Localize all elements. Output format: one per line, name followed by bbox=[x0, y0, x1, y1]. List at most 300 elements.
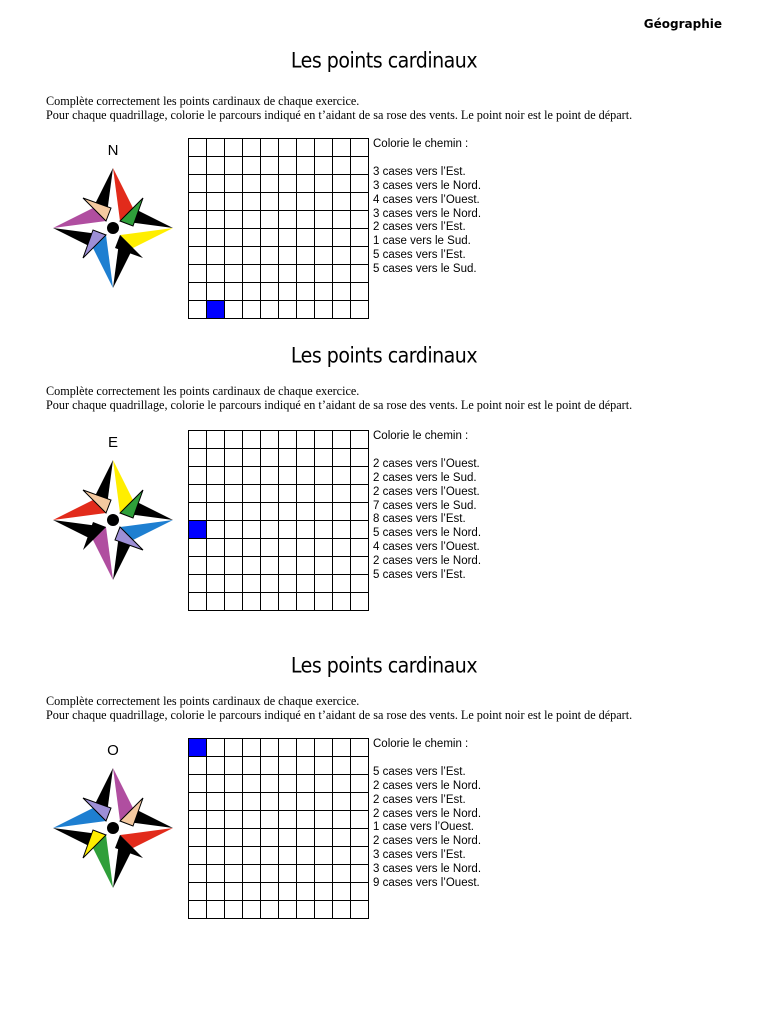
grid-cell[interactable] bbox=[333, 883, 351, 901]
grid-cell[interactable] bbox=[279, 739, 297, 757]
grid-cell[interactable] bbox=[243, 265, 261, 283]
grid-cell[interactable] bbox=[243, 211, 261, 229]
grid-cell[interactable] bbox=[261, 539, 279, 557]
grid-cell[interactable] bbox=[297, 883, 315, 901]
grid-cell[interactable] bbox=[261, 467, 279, 485]
grid-cell[interactable] bbox=[351, 157, 369, 175]
grid-cell[interactable] bbox=[279, 847, 297, 865]
grid-cell[interactable] bbox=[225, 157, 243, 175]
grid-cell[interactable] bbox=[225, 757, 243, 775]
grid-cell[interactable] bbox=[297, 593, 315, 611]
grid-cell[interactable] bbox=[225, 557, 243, 575]
grid-cell[interactable] bbox=[207, 775, 225, 793]
grid-cell[interactable] bbox=[351, 575, 369, 593]
grid-cell[interactable] bbox=[207, 793, 225, 811]
grid-cell[interactable] bbox=[261, 829, 279, 847]
grid-cell[interactable] bbox=[261, 301, 279, 319]
grid-cell[interactable] bbox=[315, 883, 333, 901]
grid-cell[interactable] bbox=[351, 211, 369, 229]
grid-cell[interactable] bbox=[351, 301, 369, 319]
grid-cell[interactable] bbox=[207, 829, 225, 847]
grid-cell[interactable] bbox=[261, 811, 279, 829]
grid-cell[interactable] bbox=[261, 757, 279, 775]
grid-cell[interactable] bbox=[243, 301, 261, 319]
grid-cell[interactable] bbox=[333, 157, 351, 175]
grid-cell[interactable] bbox=[297, 301, 315, 319]
start-cell[interactable] bbox=[189, 521, 207, 539]
grid-cell[interactable] bbox=[189, 539, 207, 557]
grid-cell[interactable] bbox=[189, 901, 207, 919]
grid-cell[interactable] bbox=[315, 575, 333, 593]
grid-cell[interactable] bbox=[351, 431, 369, 449]
grid-cell[interactable] bbox=[189, 829, 207, 847]
grid-cell[interactable] bbox=[225, 865, 243, 883]
grid-cell[interactable] bbox=[333, 301, 351, 319]
grid-cell[interactable] bbox=[333, 757, 351, 775]
grid-cell[interactable] bbox=[261, 575, 279, 593]
grid-cell[interactable] bbox=[351, 775, 369, 793]
grid-cell[interactable] bbox=[243, 883, 261, 901]
grid-cell[interactable] bbox=[207, 193, 225, 211]
grid-cell[interactable] bbox=[315, 521, 333, 539]
grid-cell[interactable] bbox=[351, 883, 369, 901]
grid-cell[interactable] bbox=[261, 847, 279, 865]
grid-cell[interactable] bbox=[261, 449, 279, 467]
grid-cell[interactable] bbox=[243, 865, 261, 883]
grid-cell[interactable] bbox=[333, 431, 351, 449]
grid-cell[interactable] bbox=[297, 829, 315, 847]
grid-cell[interactable] bbox=[225, 431, 243, 449]
grid-cell[interactable] bbox=[225, 739, 243, 757]
grid-cell[interactable] bbox=[207, 449, 225, 467]
grid-cell[interactable] bbox=[315, 775, 333, 793]
grid-cell[interactable] bbox=[261, 865, 279, 883]
grid-cell[interactable] bbox=[243, 811, 261, 829]
grid-cell[interactable] bbox=[315, 847, 333, 865]
grid-cell[interactable] bbox=[243, 431, 261, 449]
grid-cell[interactable] bbox=[279, 211, 297, 229]
grid-cell[interactable] bbox=[351, 247, 369, 265]
grid-cell[interactable] bbox=[351, 265, 369, 283]
grid-cell[interactable] bbox=[207, 521, 225, 539]
grid-cell[interactable] bbox=[189, 467, 207, 485]
grid-cell[interactable] bbox=[225, 449, 243, 467]
grid-cell[interactable] bbox=[315, 283, 333, 301]
grid-cell[interactable] bbox=[315, 901, 333, 919]
grid-cell[interactable] bbox=[351, 829, 369, 847]
grid-cell[interactable] bbox=[243, 139, 261, 157]
grid-cell[interactable] bbox=[225, 467, 243, 485]
grid-cell[interactable] bbox=[333, 521, 351, 539]
grid-cell[interactable] bbox=[297, 157, 315, 175]
grid-cell[interactable] bbox=[351, 521, 369, 539]
grid-cell[interactable] bbox=[279, 265, 297, 283]
grid-cell[interactable] bbox=[315, 449, 333, 467]
grid-cell[interactable] bbox=[261, 431, 279, 449]
grid-cell[interactable] bbox=[189, 301, 207, 319]
grid-cell[interactable] bbox=[207, 175, 225, 193]
grid-cell[interactable] bbox=[279, 431, 297, 449]
grid-cell[interactable] bbox=[333, 139, 351, 157]
grid-cell[interactable] bbox=[189, 175, 207, 193]
grid-cell[interactable] bbox=[207, 557, 225, 575]
grid-cell[interactable] bbox=[351, 229, 369, 247]
grid-cell[interactable] bbox=[351, 485, 369, 503]
grid-cell[interactable] bbox=[243, 485, 261, 503]
grid-cell[interactable] bbox=[189, 431, 207, 449]
grid-cell[interactable] bbox=[333, 539, 351, 557]
grid-cell[interactable] bbox=[351, 593, 369, 611]
grid-cell[interactable] bbox=[297, 865, 315, 883]
grid-cell[interactable] bbox=[207, 883, 225, 901]
grid-cell[interactable] bbox=[315, 793, 333, 811]
grid-cell[interactable] bbox=[297, 265, 315, 283]
grid-cell[interactable] bbox=[189, 883, 207, 901]
grid-cell[interactable] bbox=[279, 539, 297, 557]
grid-cell[interactable] bbox=[297, 575, 315, 593]
grid-cell[interactable] bbox=[207, 283, 225, 301]
grid-cell[interactable] bbox=[189, 157, 207, 175]
grid-cell[interactable] bbox=[297, 757, 315, 775]
grid-cell[interactable] bbox=[315, 265, 333, 283]
grid-cell[interactable] bbox=[243, 557, 261, 575]
grid-cell[interactable] bbox=[315, 193, 333, 211]
grid-cell[interactable] bbox=[225, 301, 243, 319]
grid-cell[interactable] bbox=[225, 811, 243, 829]
grid-cell[interactable] bbox=[207, 593, 225, 611]
grid-cell[interactable] bbox=[297, 811, 315, 829]
grid-cell[interactable] bbox=[225, 283, 243, 301]
grid-cell[interactable] bbox=[243, 283, 261, 301]
grid-cell[interactable] bbox=[243, 449, 261, 467]
grid-cell[interactable] bbox=[243, 757, 261, 775]
grid-cell[interactable] bbox=[333, 467, 351, 485]
grid-cell[interactable] bbox=[189, 793, 207, 811]
grid-cell[interactable] bbox=[189, 575, 207, 593]
grid-cell[interactable] bbox=[279, 775, 297, 793]
grid-cell[interactable] bbox=[261, 883, 279, 901]
grid-cell[interactable] bbox=[351, 901, 369, 919]
grid-cell[interactable] bbox=[207, 847, 225, 865]
grid-cell[interactable] bbox=[333, 865, 351, 883]
grid-cell[interactable] bbox=[261, 485, 279, 503]
grid-cell[interactable] bbox=[279, 157, 297, 175]
grid-cell[interactable] bbox=[315, 829, 333, 847]
grid-cell[interactable] bbox=[315, 739, 333, 757]
grid-cell[interactable] bbox=[333, 847, 351, 865]
grid-cell[interactable] bbox=[333, 829, 351, 847]
grid-cell[interactable] bbox=[279, 485, 297, 503]
grid-cell[interactable] bbox=[333, 265, 351, 283]
grid-cell[interactable] bbox=[225, 265, 243, 283]
grid-cell[interactable] bbox=[261, 229, 279, 247]
grid-cell[interactable] bbox=[261, 503, 279, 521]
grid-cell[interactable] bbox=[225, 485, 243, 503]
grid-cell[interactable] bbox=[207, 865, 225, 883]
grid-cell[interactable] bbox=[189, 265, 207, 283]
grid-cell[interactable] bbox=[297, 539, 315, 557]
grid-cell[interactable] bbox=[225, 521, 243, 539]
grid-cell[interactable] bbox=[315, 175, 333, 193]
grid-cell[interactable] bbox=[279, 449, 297, 467]
grid-cell[interactable] bbox=[279, 283, 297, 301]
grid-cell[interactable] bbox=[315, 301, 333, 319]
grid-cell[interactable] bbox=[315, 485, 333, 503]
grid-cell[interactable] bbox=[315, 229, 333, 247]
grid-cell[interactable] bbox=[315, 557, 333, 575]
grid-cell[interactable] bbox=[207, 229, 225, 247]
grid-cell[interactable] bbox=[279, 793, 297, 811]
grid-cell[interactable] bbox=[225, 247, 243, 265]
grid-cell[interactable] bbox=[279, 829, 297, 847]
grid-cell[interactable] bbox=[207, 811, 225, 829]
grid-cell[interactable] bbox=[297, 793, 315, 811]
grid-cell[interactable] bbox=[315, 593, 333, 611]
grid-cell[interactable] bbox=[297, 449, 315, 467]
grid-cell[interactable] bbox=[297, 467, 315, 485]
grid-cell[interactable] bbox=[351, 139, 369, 157]
grid-cell[interactable] bbox=[315, 139, 333, 157]
path-grid[interactable] bbox=[188, 430, 369, 611]
grid-cell[interactable] bbox=[261, 157, 279, 175]
grid-cell[interactable] bbox=[243, 175, 261, 193]
grid-cell[interactable] bbox=[333, 811, 351, 829]
grid-cell[interactable] bbox=[333, 739, 351, 757]
grid-cell[interactable] bbox=[189, 865, 207, 883]
grid-cell[interactable] bbox=[297, 139, 315, 157]
grid-cell[interactable] bbox=[297, 229, 315, 247]
grid-cell[interactable] bbox=[351, 449, 369, 467]
grid-cell[interactable] bbox=[189, 593, 207, 611]
grid-cell[interactable] bbox=[333, 901, 351, 919]
grid-cell[interactable] bbox=[207, 485, 225, 503]
grid-cell[interactable] bbox=[297, 521, 315, 539]
grid-cell[interactable] bbox=[189, 847, 207, 865]
grid-cell[interactable] bbox=[189, 283, 207, 301]
grid-cell[interactable] bbox=[225, 793, 243, 811]
grid-cell[interactable] bbox=[225, 503, 243, 521]
grid-cell[interactable] bbox=[279, 557, 297, 575]
grid-cell[interactable] bbox=[333, 247, 351, 265]
grid-cell[interactable] bbox=[315, 157, 333, 175]
grid-cell[interactable] bbox=[189, 503, 207, 521]
grid-cell[interactable] bbox=[207, 265, 225, 283]
grid-cell[interactable] bbox=[351, 847, 369, 865]
grid-cell[interactable] bbox=[297, 557, 315, 575]
grid-cell[interactable] bbox=[279, 139, 297, 157]
grid-cell[interactable] bbox=[279, 811, 297, 829]
grid-cell[interactable] bbox=[207, 431, 225, 449]
grid-cell[interactable] bbox=[261, 247, 279, 265]
grid-cell[interactable] bbox=[315, 757, 333, 775]
grid-cell[interactable] bbox=[243, 503, 261, 521]
grid-cell[interactable] bbox=[279, 883, 297, 901]
grid-cell[interactable] bbox=[333, 175, 351, 193]
grid-cell[interactable] bbox=[207, 467, 225, 485]
grid-cell[interactable] bbox=[279, 175, 297, 193]
grid-cell[interactable] bbox=[315, 211, 333, 229]
grid-cell[interactable] bbox=[279, 901, 297, 919]
grid-cell[interactable] bbox=[279, 757, 297, 775]
grid-cell[interactable] bbox=[261, 175, 279, 193]
grid-cell[interactable] bbox=[351, 793, 369, 811]
grid-cell[interactable] bbox=[207, 503, 225, 521]
grid-cell[interactable] bbox=[333, 775, 351, 793]
grid-cell[interactable] bbox=[315, 467, 333, 485]
grid-cell[interactable] bbox=[243, 901, 261, 919]
grid-cell[interactable] bbox=[315, 247, 333, 265]
grid-cell[interactable] bbox=[243, 229, 261, 247]
grid-cell[interactable] bbox=[189, 811, 207, 829]
grid-cell[interactable] bbox=[297, 847, 315, 865]
grid-cell[interactable] bbox=[333, 793, 351, 811]
grid-cell[interactable] bbox=[333, 557, 351, 575]
grid-cell[interactable] bbox=[243, 793, 261, 811]
grid-cell[interactable] bbox=[225, 829, 243, 847]
grid-cell[interactable] bbox=[225, 883, 243, 901]
grid-cell[interactable] bbox=[189, 211, 207, 229]
grid-cell[interactable] bbox=[351, 539, 369, 557]
grid-cell[interactable] bbox=[279, 229, 297, 247]
grid-cell[interactable] bbox=[315, 431, 333, 449]
grid-cell[interactable] bbox=[261, 793, 279, 811]
grid-cell[interactable] bbox=[225, 175, 243, 193]
grid-cell[interactable] bbox=[279, 593, 297, 611]
grid-cell[interactable] bbox=[207, 157, 225, 175]
grid-cell[interactable] bbox=[225, 193, 243, 211]
grid-cell[interactable] bbox=[207, 575, 225, 593]
grid-cell[interactable] bbox=[297, 901, 315, 919]
grid-cell[interactable] bbox=[207, 247, 225, 265]
grid-cell[interactable] bbox=[351, 757, 369, 775]
start-cell[interactable] bbox=[207, 301, 225, 319]
grid-cell[interactable] bbox=[297, 485, 315, 503]
grid-cell[interactable] bbox=[189, 449, 207, 467]
grid-cell[interactable] bbox=[189, 775, 207, 793]
grid-cell[interactable] bbox=[315, 503, 333, 521]
grid-cell[interactable] bbox=[279, 467, 297, 485]
grid-cell[interactable] bbox=[297, 503, 315, 521]
grid-cell[interactable] bbox=[261, 739, 279, 757]
grid-cell[interactable] bbox=[351, 557, 369, 575]
grid-cell[interactable] bbox=[351, 865, 369, 883]
grid-cell[interactable] bbox=[207, 211, 225, 229]
grid-cell[interactable] bbox=[297, 175, 315, 193]
grid-cell[interactable] bbox=[225, 575, 243, 593]
grid-cell[interactable] bbox=[297, 247, 315, 265]
grid-cell[interactable] bbox=[225, 539, 243, 557]
grid-cell[interactable] bbox=[189, 139, 207, 157]
grid-cell[interactable] bbox=[189, 557, 207, 575]
grid-cell[interactable] bbox=[297, 775, 315, 793]
grid-cell[interactable] bbox=[243, 775, 261, 793]
grid-cell[interactable] bbox=[243, 593, 261, 611]
grid-cell[interactable] bbox=[261, 775, 279, 793]
grid-cell[interactable] bbox=[207, 901, 225, 919]
grid-cell[interactable] bbox=[297, 193, 315, 211]
grid-cell[interactable] bbox=[351, 283, 369, 301]
grid-cell[interactable] bbox=[243, 193, 261, 211]
grid-cell[interactable] bbox=[243, 829, 261, 847]
grid-cell[interactable] bbox=[243, 539, 261, 557]
grid-cell[interactable] bbox=[333, 283, 351, 301]
grid-cell[interactable] bbox=[279, 193, 297, 211]
grid-cell[interactable] bbox=[243, 575, 261, 593]
grid-cell[interactable] bbox=[333, 485, 351, 503]
grid-cell[interactable] bbox=[279, 865, 297, 883]
grid-cell[interactable] bbox=[279, 503, 297, 521]
grid-cell[interactable] bbox=[261, 283, 279, 301]
grid-cell[interactable] bbox=[225, 901, 243, 919]
path-grid[interactable] bbox=[188, 138, 369, 319]
grid-cell[interactable] bbox=[297, 739, 315, 757]
grid-cell[interactable] bbox=[333, 575, 351, 593]
grid-cell[interactable] bbox=[207, 757, 225, 775]
grid-cell[interactable] bbox=[351, 467, 369, 485]
grid-cell[interactable] bbox=[189, 485, 207, 503]
grid-cell[interactable] bbox=[261, 193, 279, 211]
grid-cell[interactable] bbox=[351, 175, 369, 193]
grid-cell[interactable] bbox=[351, 503, 369, 521]
grid-cell[interactable] bbox=[297, 211, 315, 229]
grid-cell[interactable] bbox=[279, 521, 297, 539]
grid-cell[interactable] bbox=[351, 193, 369, 211]
grid-cell[interactable] bbox=[261, 901, 279, 919]
grid-cell[interactable] bbox=[261, 211, 279, 229]
grid-cell[interactable] bbox=[315, 865, 333, 883]
grid-cell[interactable] bbox=[261, 139, 279, 157]
grid-cell[interactable] bbox=[297, 431, 315, 449]
grid-cell[interactable] bbox=[279, 575, 297, 593]
grid-cell[interactable] bbox=[225, 593, 243, 611]
grid-cell[interactable] bbox=[279, 247, 297, 265]
grid-cell[interactable] bbox=[243, 247, 261, 265]
grid-cell[interactable] bbox=[225, 229, 243, 247]
grid-cell[interactable] bbox=[189, 193, 207, 211]
grid-cell[interactable] bbox=[225, 139, 243, 157]
path-grid[interactable] bbox=[188, 738, 369, 919]
grid-cell[interactable] bbox=[243, 847, 261, 865]
grid-cell[interactable] bbox=[333, 229, 351, 247]
grid-cell[interactable] bbox=[225, 211, 243, 229]
grid-cell[interactable] bbox=[225, 847, 243, 865]
grid-cell[interactable] bbox=[243, 467, 261, 485]
grid-cell[interactable] bbox=[315, 539, 333, 557]
grid-cell[interactable] bbox=[261, 521, 279, 539]
start-cell[interactable] bbox=[189, 739, 207, 757]
grid-cell[interactable] bbox=[315, 811, 333, 829]
grid-cell[interactable] bbox=[351, 811, 369, 829]
grid-cell[interactable] bbox=[261, 265, 279, 283]
grid-cell[interactable] bbox=[261, 593, 279, 611]
grid-cell[interactable] bbox=[207, 139, 225, 157]
grid-cell[interactable] bbox=[243, 739, 261, 757]
grid-cell[interactable] bbox=[261, 557, 279, 575]
grid-cell[interactable] bbox=[189, 247, 207, 265]
grid-cell[interactable] bbox=[351, 739, 369, 757]
grid-cell[interactable] bbox=[189, 757, 207, 775]
grid-cell[interactable] bbox=[243, 521, 261, 539]
grid-cell[interactable] bbox=[225, 775, 243, 793]
grid-cell[interactable] bbox=[207, 539, 225, 557]
grid-cell[interactable] bbox=[333, 211, 351, 229]
grid-cell[interactable] bbox=[333, 593, 351, 611]
grid-cell[interactable] bbox=[189, 229, 207, 247]
grid-cell[interactable] bbox=[243, 157, 261, 175]
grid-cell[interactable] bbox=[333, 449, 351, 467]
grid-cell[interactable] bbox=[333, 193, 351, 211]
grid-cell[interactable] bbox=[297, 283, 315, 301]
